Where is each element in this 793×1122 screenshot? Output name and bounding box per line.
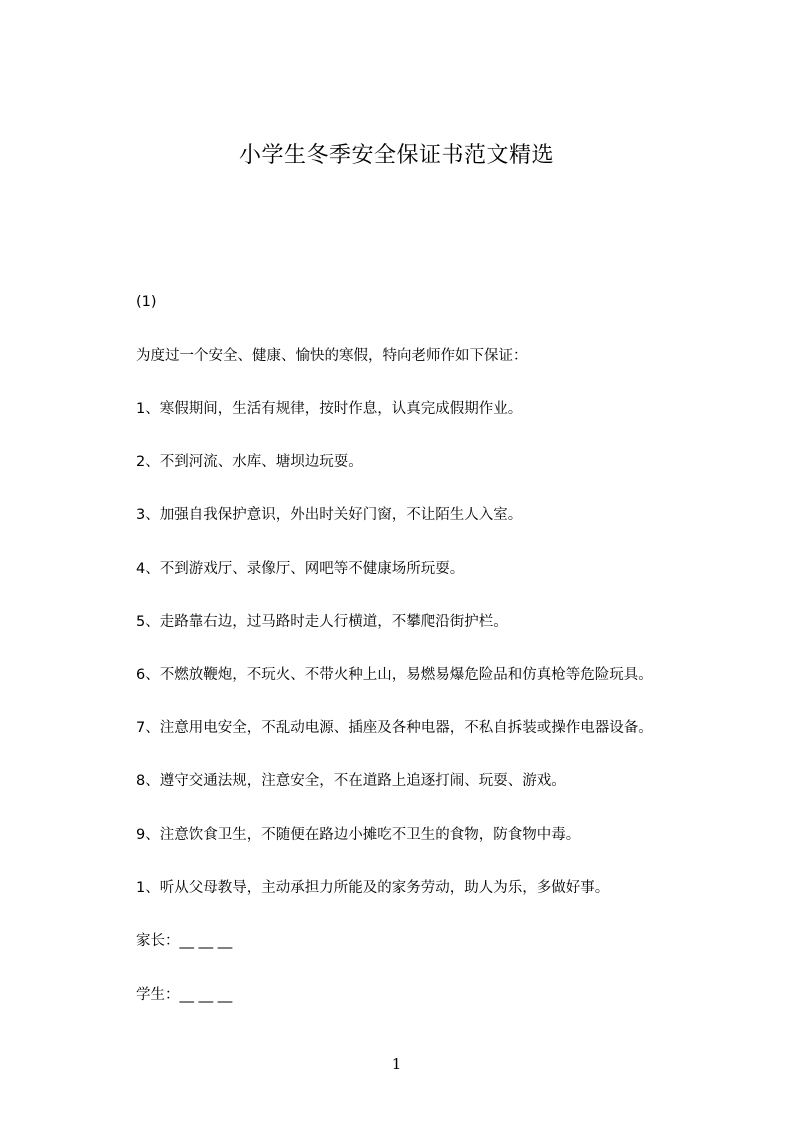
student-signature-line: 学生：__ __ __ <box>136 987 233 1003</box>
pledge-item-7: 7、注意用电安全，不乱动电源、插座及各种电器，不私自拆装或操作电器设备。 <box>136 720 653 736</box>
pledge-item-1: 1、寒假期间，生活有规律，按时作息，认真完成假期作业。 <box>136 401 523 417</box>
pledge-item-8: 8、遵守交通法规，注意安全，不在道路上追逐打闹、玩耍、游戏。 <box>136 773 566 789</box>
section-label: (1) <box>136 294 157 310</box>
page-number: 1 <box>391 1055 402 1073</box>
pledge-item-6: 6、不燃放鞭炮，不玩火、不带火种上山，易燃易爆危险品和仿真枪等危险玩具。 <box>136 667 653 683</box>
parent-signature-line: 家长：__ __ __ <box>136 933 233 949</box>
document-title: 小学生冬季安全保证书范文精选 <box>238 143 554 168</box>
intro-paragraph: 为度过一个安全、健康、愉快的寒假，特向老师作如下保证： <box>136 348 528 364</box>
pledge-item-4: 4、不到游戏厅、录像厅、网吧等不健康场所玩耍。 <box>136 561 465 577</box>
pledge-item-9: 9、注意饮食卫生，不随便在路边小摊吃不卫生的食物，防食物中毒。 <box>136 827 581 843</box>
pledge-item-10: 1、听从父母教导，主动承担力所能及的家务劳动，助人为乐，多做好事。 <box>136 880 610 896</box>
pledge-item-3: 3、加强自我保护意识，外出时关好门窗，不让陌生人入室。 <box>136 507 523 523</box>
pledge-item-2: 2、不到河流、水库、塘坝边玩耍。 <box>136 454 363 470</box>
pledge-item-5: 5、走路靠右边，过马路时走人行横道，不攀爬沿街护栏。 <box>136 614 508 630</box>
